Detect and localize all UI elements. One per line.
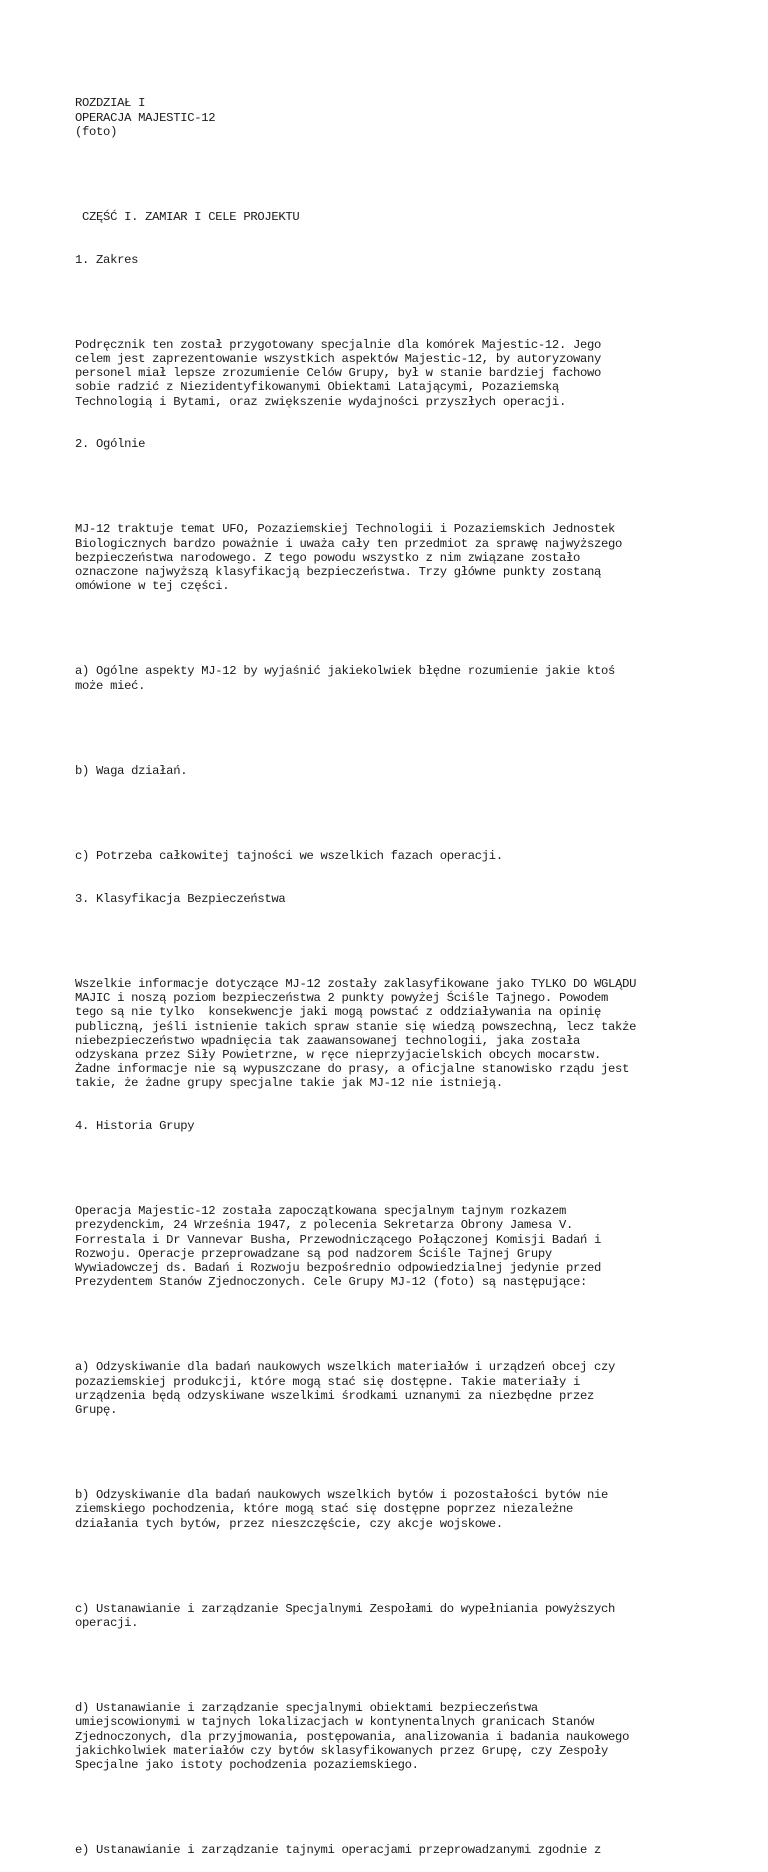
text-line: d) Ustanawianie i zarządzanie specjalnymi obiektami bezpieczeństwa xyxy=(75,1701,538,1716)
section-heading-general: 2. Ogólnie xyxy=(75,437,146,452)
text-line: celem jest zaprezentowanie wszystkich aspektów Majestic-12, by autoryzowany xyxy=(75,352,602,367)
section-history-item-c xyxy=(75,1602,748,1630)
text-line: Wywiadowczej ds. Badań i Rozwoju bezpośrednio odpowiedzialnej jedynie przed xyxy=(75,1260,602,1275)
text-line: Specjalne jako istoty pochodzenia pozaziemskiego. xyxy=(75,1757,419,1772)
section-history-item-b xyxy=(75,1488,748,1531)
section-classification-body xyxy=(75,977,748,1091)
chapter-header xyxy=(75,96,748,139)
text-line: MAJIC i noszą poziom bezpieczeństwa 2 punkty powyżej Ściśle Tajnego. Powodem xyxy=(75,991,609,1006)
section-history-item-e xyxy=(75,1843,748,1857)
section-scope-body xyxy=(75,338,748,409)
text-line: Rozwoju. Operacje przeprowadzane są pod nadzorem Ściśle Tajnej Grupy xyxy=(75,1246,552,1261)
text-line: a) Odzyskiwanie dla badań naukowych wszelkich materiałów i urządzeń obcej czy xyxy=(75,1360,616,1375)
text-line: sobie radzić z Niezidentyfikowanymi Obiektami Latającymi, Pozaziemską xyxy=(75,380,559,395)
text-line: e) Ustanawianie i zarządzanie tajnymi operacjami przeprowadzanymi zgodnie z xyxy=(75,1843,602,1858)
text-line: (foto) xyxy=(75,124,118,139)
text-line: jakichkolwiek materiałów czy bytów sklasyfikowanych przez Grupę, czy Zespoły xyxy=(75,1743,609,1758)
text-line: odzyskana przez Siły Powietrzne, w ręce nieprzyjacielskich obcych mocarstw. xyxy=(75,1047,602,1062)
text-line: Wszelkie informacje dotyczące MJ-12 zostały zaklasyfikowane jako TYLKO DO WGLĄDU xyxy=(75,976,637,991)
text-line: b) Odzyskiwanie dla badań naukowych wszelkich bytów i pozostałości bytów nie xyxy=(75,1488,609,1503)
text-line: personel miał lepsze zrozumienie Celów Grupy, był w stanie bardziej fachowo xyxy=(75,366,602,381)
text-line: OPERACJA MAJESTIC-12 xyxy=(75,110,216,125)
text-line: c) Ustanawianie i zarządzanie Specjalnymi Zespołami do wypełniania powyższych xyxy=(75,1601,616,1616)
text-line: bezpieczeństwa narodowego. Z tego powodu wszystko z nim związane zostało xyxy=(75,550,580,565)
text-line: Forrestala i Dr Vannevar Busha, Przewodniczącego Połączonej Komisji Badań i xyxy=(75,1232,602,1247)
text-line: Technologią i Bytami, oraz zwiększenie wydajności przyszłych operacji. xyxy=(75,394,566,409)
text-line: Operacja Majestic-12 została zapoczątkowana specjalnym tajnym rozkazem xyxy=(75,1204,566,1219)
text-line: pozaziemskiej produkcji, które mogą stać się dostępne. Takie materiały i xyxy=(75,1374,580,1389)
text-line: niebezpieczeństwo wpadnięcia tak zaawansowanej technologii, jaka została xyxy=(75,1033,580,1048)
text-line: Prezydentem Stanów Zjednoczonych. Cele Grupy MJ-12 (foto) są następujące: xyxy=(75,1275,588,1290)
text-line: omówione w tej części. xyxy=(75,579,230,594)
text-line: Grupę. xyxy=(75,1402,118,1417)
text-line: działania tych bytów, przez nieszczęście, czy akcje wojskowe. xyxy=(75,1516,503,1531)
text-line: urządzenia będą odzyskiwane wszelkimi środkami uznanymi za niezbędne przez xyxy=(75,1388,595,1403)
text-line: publiczną, jeśli istnienie takich spraw stanie się wiedzą powszechną, lecz także xyxy=(75,1019,637,1034)
text-line: operacji. xyxy=(75,1615,139,1630)
section-general-item-b: b) Waga działań. xyxy=(75,763,188,778)
section-heading-classification: 3. Klasyfikacja Bezpieczeństwa xyxy=(75,891,286,906)
text-line: ROZDZIAŁ I xyxy=(75,96,146,111)
text-line: ziemskiego pochodzenia, które mogą stać się dostępne poprzez niezależne xyxy=(75,1502,573,1517)
text-line: tego są nie tylko konsekwencje jaki mogą powstać z oddziaływania na opinię xyxy=(75,1005,602,1020)
section-general-body xyxy=(75,522,748,593)
section-history-item-d xyxy=(75,1701,748,1772)
section-history-item-a xyxy=(75,1360,748,1417)
text-line: takie, że żadne grupy specjalne takie jak MJ-12 nie istnieją. xyxy=(75,1076,503,1091)
section-general-item-c: c) Potrzeba całkowitej tajności we wszelkich fazach operacji. xyxy=(75,849,503,864)
text-line: MJ-12 traktuje temat UFO, Pozaziemskiej Technologii i Pozaziemskich Jednostek xyxy=(75,522,616,537)
text-line: Zjednoczonych, dla przyjmowania, postępowania, analizowania i badania naukowego xyxy=(75,1729,630,1744)
section-history-body xyxy=(75,1204,748,1289)
text-line: a) Ogólne aspekty MJ-12 by wyjaśnić jakiekolwiek błędne rozumienie jakie ktoś xyxy=(75,664,616,679)
section-heading-history: 4. Historia Grupy xyxy=(75,1118,195,1133)
text-line: oznaczone najwyższą klasyfikacją bezpieczeństwa. Trzy główne punkty zostaną xyxy=(75,565,602,580)
text-line: Podręcznik ten został przygotowany specjalnie dla komórek Majestic-12. Jego xyxy=(75,337,602,352)
text-line: może mieć. xyxy=(75,678,146,693)
section-heading-scope: 1. Zakres xyxy=(75,252,139,267)
text-line: umiejscowionymi w tajnych lokalizacjach w kontynentalnych granicach Stanów xyxy=(75,1715,595,1730)
text-line: Biologicznych bardzo poważnie i uważa cały ten przedmiot za sprawę najwyższego xyxy=(75,536,623,551)
part-title: CZĘŚĆ I. ZAMIAR I CELE PROJEKTU xyxy=(75,210,300,225)
text-line: prezydenckim, 24 Września 1947, z polecenia Sekretarza Obrony Jamesa V. xyxy=(75,1218,573,1233)
text-line: Żadne informacje nie są wypuszczane do prasy, a oficjalne stanowisko rządu jest xyxy=(75,1062,630,1077)
section-general-item-a xyxy=(75,664,748,692)
